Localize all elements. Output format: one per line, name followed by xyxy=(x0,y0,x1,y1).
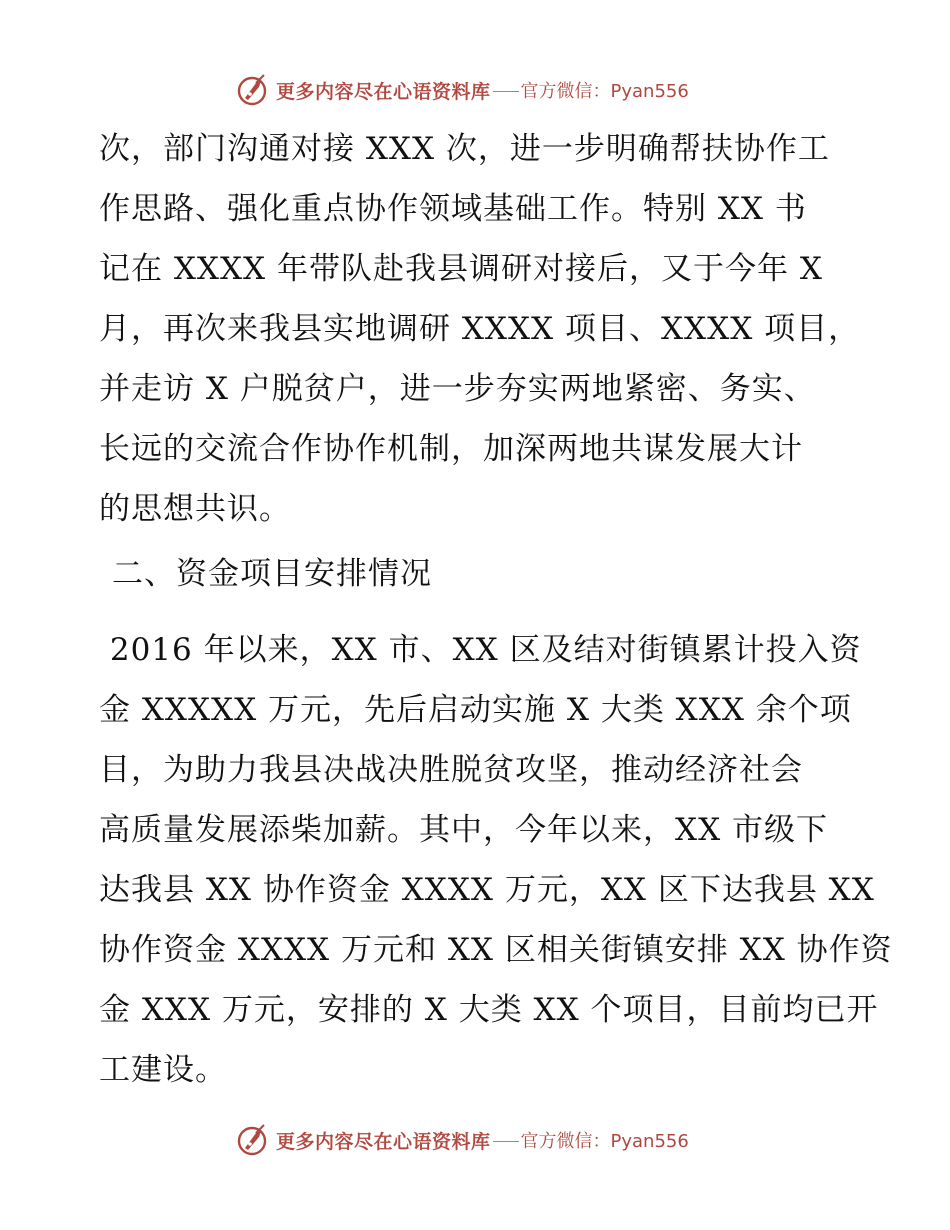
footer-watermark xyxy=(236,1122,689,1158)
watermark-brand: 更多内容尽在心语资料库 xyxy=(276,80,491,103)
paragraph-2 xyxy=(99,620,893,1100)
text-line: 协作资金 XXXX 万元和 XX 区相关街镇安排 XX 协作资 xyxy=(99,932,893,968)
text-line: 作思路、强化重点协作领域基础工作。特别 XX 书 xyxy=(99,191,807,227)
text-line: 目，为助力我县决战决胜脱贫攻坚，推动经济社会 xyxy=(99,752,803,788)
text-line: 金 XXXXX 万元，先后启动实施 X 大类 XXX 余个项 xyxy=(99,692,852,728)
watermark-brand: 更多内容尽在心语资料库 xyxy=(276,1130,491,1153)
text-line: 2016 年以来，XX 市、XX 区及结对街镇累计投入资 xyxy=(99,632,862,668)
text-line: 的思想共识。 xyxy=(99,491,291,527)
header-watermark xyxy=(236,72,689,108)
text-line: 达我县 XX 协作资金 XXXX 万元，XX 区下达我县 XX xyxy=(99,872,875,908)
section-heading: 二、资金项目安排情况 xyxy=(112,556,432,592)
watermark-dash xyxy=(493,91,519,92)
text-line: 并走访 X 户脱贫户，进一步夯实两地紧密、务实、 xyxy=(99,371,816,407)
text-line: 月，再次来我县实地调研 XXXX 项目、XXXX 项目， xyxy=(99,311,861,347)
pen-nib-circle-icon xyxy=(236,1123,270,1157)
text-line: 金 XXX 万元，安排的 X 大类 XX 个项目，目前均已开 xyxy=(99,992,879,1028)
text-line: 长远的交流合作协作机制，加深两地共谋发展大计 xyxy=(99,431,803,467)
text-line: 工建设。 xyxy=(99,1052,227,1088)
watermark-suffix: 官方微信：Pyan556 xyxy=(520,81,689,102)
text-line: 记在 XXXX 年带队赴我县调研对接后，又于今年 X xyxy=(99,251,823,287)
text-line: 次，部门沟通对接 XXX 次，进一步明确帮扶协作工 xyxy=(99,131,830,167)
paragraph-1 xyxy=(99,119,859,539)
text-line: 高质量发展添柴加薪。其中，今年以来，XX 市级下 xyxy=(99,812,828,848)
watermark-suffix: 官方微信：Pyan556 xyxy=(520,1131,689,1152)
watermark-dash xyxy=(493,1141,519,1142)
pen-nib-circle-icon xyxy=(236,73,270,107)
